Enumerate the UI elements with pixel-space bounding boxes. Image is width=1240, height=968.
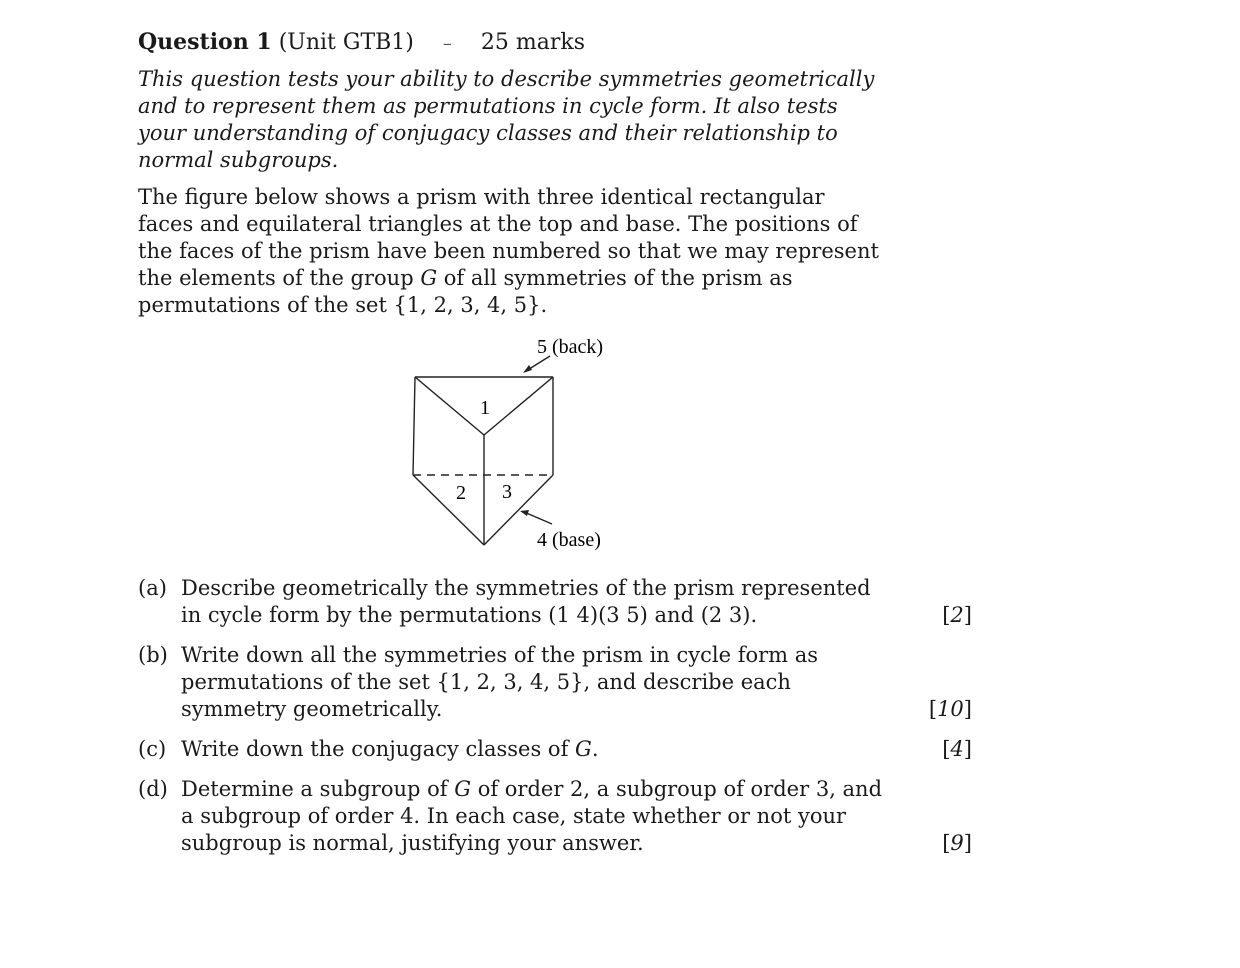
part-b-marks [929,696,972,723]
marks-value: 2 [950,603,964,627]
part-c [138,736,978,763]
group-symbol: G [420,266,438,290]
part-d [138,776,978,857]
marks-close: ] [963,603,972,627]
part-a-label: (a) [138,576,167,600]
face-3-label: 3 [502,481,512,503]
marks-close: ] [963,737,972,761]
part-b-label: (b) [138,643,168,667]
question-body [138,184,883,319]
marks-value: 4 [950,737,964,761]
question-parts [138,575,978,857]
marks-close: ] [963,831,972,855]
label-back: 5 (back) [537,336,604,358]
part-a-marks [942,602,972,629]
group-symbol: G [454,777,472,801]
back-arrow-head [523,365,532,373]
question-page [138,26,978,870]
prism-diagram [138,331,978,569]
part-a-text: Describe geometrically the symmetries of the prism represented in cycle form by the permutations (1 4)(3 5) and (2 3). [181,576,871,627]
marks-close: ] [963,697,972,721]
part-a [138,575,978,629]
question-label: Question 1 [138,29,272,55]
part-b-text: Write down all the symmetries of the prism in cycle form as permutations of the set {1, 2, 3, 4, 5}, and describe each symmetry geometrically. [181,643,819,721]
marks-open: [ [942,831,951,855]
group-symbol: G [575,737,592,761]
part-c-text-after: . [591,737,599,761]
face-1-label: 1 [480,397,490,419]
part-d-label: (d) [138,777,168,801]
label-base: 4 (base) [537,529,601,551]
prism-figure [138,331,978,569]
base-arrow-line [524,512,552,524]
body-text-after: of all symmetries of the prism as permutations of the set {1, 2, 3, 4, 5}. [138,266,793,317]
part-c-text-before: Write down the conjugacy classes of [181,737,576,761]
body-text-before: The figure below shows a prism with three identical rectangular faces and equilateral triangles at the top and base. The positions of the faces of the prism have been numbered so that we may represent the elements of the group [138,185,879,290]
marks-open: [ [928,697,938,721]
left-vertical-edge [413,377,415,475]
part-d-marks [942,830,972,857]
base-arrow-head [520,510,529,516]
marks-open: [ [942,737,951,761]
part-c-marks [942,736,972,763]
question-intro: This question tests your ability to describe symmetries geometrically and to represent them as permutations in cycle form. It also tests your understanding of conjugacy classes and their relationship to normal subgroups. [138,67,875,172]
top-edge-right [484,377,553,435]
face-2-label: 2 [456,482,466,504]
marks-value: 10 [937,697,964,721]
part-b [138,642,978,723]
part-d-text [181,776,891,857]
question-header [138,26,978,60]
marks-value: 9 [950,831,964,855]
top-edge-left [415,377,484,435]
unit-code: (Unit GTB1) [278,30,414,55]
part-c-text [181,736,891,763]
part-c-label: (c) [138,737,167,761]
header-dash: – [442,33,452,54]
part-d-text-before: Determine a subgroup of [181,777,455,801]
bottom-edge-left [413,475,484,545]
marks-open: [ [942,603,951,627]
total-marks: 25 marks [480,30,585,55]
part-d-text-after: of order 2, a subgroup of order 3, and a subgroup of order 4. In each case, state whether or not your subgroup is normal, justifying your answer. [181,777,883,855]
